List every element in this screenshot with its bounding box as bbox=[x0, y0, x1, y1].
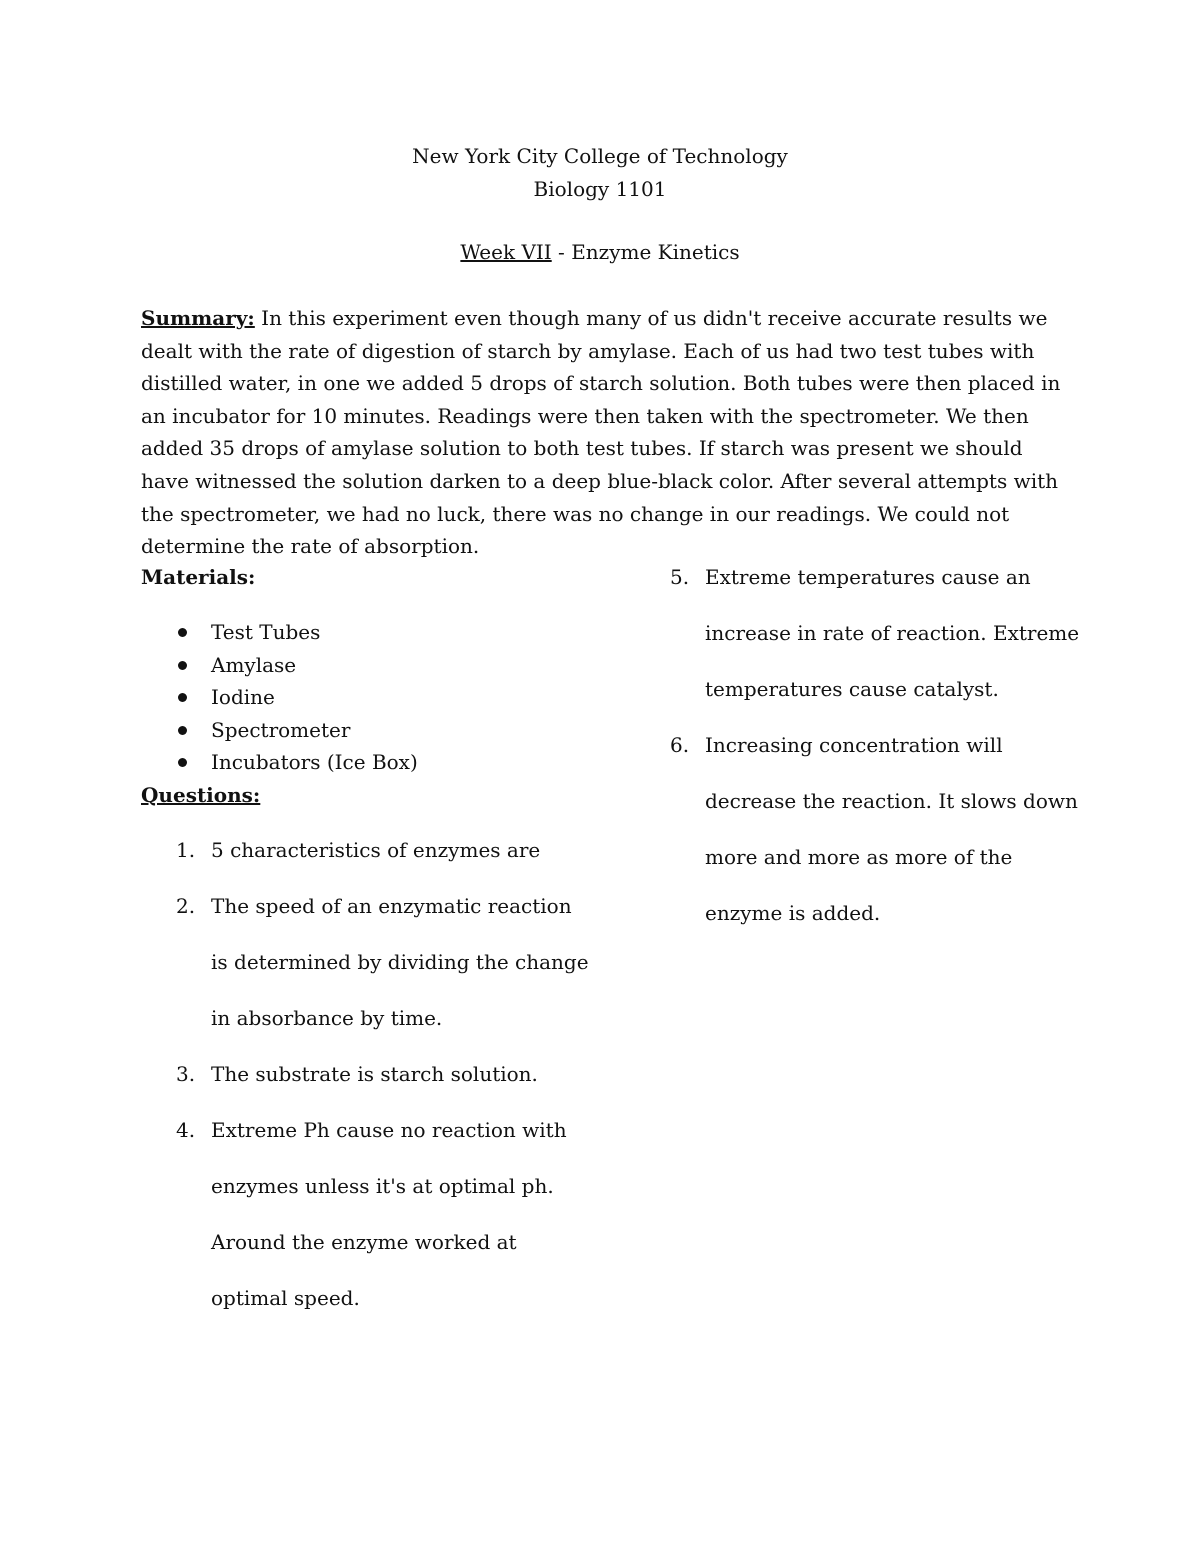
question-line: Extreme Ph cause no reaction with bbox=[211, 1118, 567, 1142]
list-item bbox=[178, 714, 418, 747]
question-line: optimal speed. bbox=[211, 1286, 360, 1310]
list-item bbox=[178, 746, 418, 779]
material-item: Iodine bbox=[211, 685, 275, 710]
title-separator: - bbox=[551, 240, 572, 264]
list-item bbox=[178, 681, 418, 714]
bullet-icon bbox=[178, 628, 187, 637]
question-text bbox=[211, 878, 589, 1046]
question-number: 4. bbox=[176, 1118, 196, 1142]
question-line: decrease the reaction. It slows down bbox=[705, 789, 1078, 813]
question-text bbox=[211, 1046, 589, 1102]
course-name: Biology 1101 bbox=[533, 177, 667, 201]
summary-label: Summary: bbox=[141, 306, 255, 330]
question-item bbox=[176, 1046, 589, 1102]
question-line: more and more as more of the bbox=[705, 845, 1013, 869]
materials-list bbox=[178, 616, 418, 779]
question-line: in absorbance by time. bbox=[211, 1006, 443, 1030]
question-text bbox=[211, 822, 589, 878]
question-item bbox=[670, 549, 1079, 717]
question-line: Increasing concentration will bbox=[705, 733, 1003, 757]
questions-heading: Questions: bbox=[141, 783, 261, 807]
question-number: 3. bbox=[176, 1062, 196, 1086]
bullet-icon bbox=[178, 661, 187, 670]
question-text bbox=[705, 717, 1079, 941]
question-item bbox=[176, 1102, 589, 1326]
material-item: Incubators (Ice Box) bbox=[211, 750, 418, 775]
bullet-icon bbox=[178, 758, 187, 767]
question-line: Extreme temperatures cause an bbox=[705, 565, 1031, 589]
questions-list-right bbox=[670, 549, 1079, 941]
material-item: Test Tubes bbox=[211, 620, 321, 644]
question-number: 1. bbox=[176, 838, 196, 862]
bullet-icon bbox=[178, 726, 187, 735]
question-number: 2. bbox=[176, 894, 196, 918]
question-item bbox=[670, 717, 1079, 941]
question-line: The substrate is starch solution. bbox=[211, 1062, 538, 1086]
question-item bbox=[176, 822, 589, 878]
question-line: enzyme is added. bbox=[705, 901, 881, 925]
question-text bbox=[705, 549, 1079, 717]
question-number: 6. bbox=[670, 733, 690, 757]
bullet-icon bbox=[178, 693, 187, 702]
title-text: Enzyme Kinetics bbox=[571, 240, 740, 264]
materials-heading: Materials: bbox=[141, 565, 256, 589]
page-title bbox=[0, 236, 1200, 268]
summary-paragraph bbox=[141, 302, 1066, 563]
question-line: temperatures cause catalyst. bbox=[705, 677, 999, 701]
question-item bbox=[176, 878, 589, 1046]
question-line: 5 characteristics of enzymes are bbox=[211, 838, 541, 862]
question-line: The speed of an enzymatic reaction bbox=[211, 894, 572, 918]
material-item: Amylase bbox=[211, 652, 297, 677]
questions-list-left bbox=[176, 822, 589, 1326]
week-label: Week VII bbox=[460, 240, 552, 264]
summary-text: In this experiment even though many of us didn't receive accurate results we dealt with the rate of digestion of starch by amylase. Each of us had two test tubes with distilled water, in one we added 5 drops of starch solution. Both tubes were then placed in an incubator for 10 minutes. Readings were then taken with the spectrometer. We then added 35 drops of amylase solution to both test tubes. If starch was present we should have witnessed the solution darken to a deep blue-black color. After several attempts with the spectrometer, we had no luck, there was no change in our readings. We could not determine the rate of absorption. bbox=[141, 306, 1061, 559]
list-item bbox=[178, 649, 418, 682]
question-line: is determined by dividing the change bbox=[211, 950, 589, 974]
material-item: Spectrometer bbox=[211, 717, 351, 742]
question-text bbox=[211, 1102, 589, 1326]
institution-name: New York City College of Technology bbox=[412, 144, 788, 168]
question-line: Around the enzyme worked at bbox=[211, 1230, 517, 1254]
question-number: 5. bbox=[670, 565, 690, 589]
list-item bbox=[178, 616, 418, 649]
question-line: enzymes unless it's at optimal ph. bbox=[211, 1174, 554, 1198]
question-line: increase in rate of reaction. Extreme bbox=[705, 621, 1080, 645]
